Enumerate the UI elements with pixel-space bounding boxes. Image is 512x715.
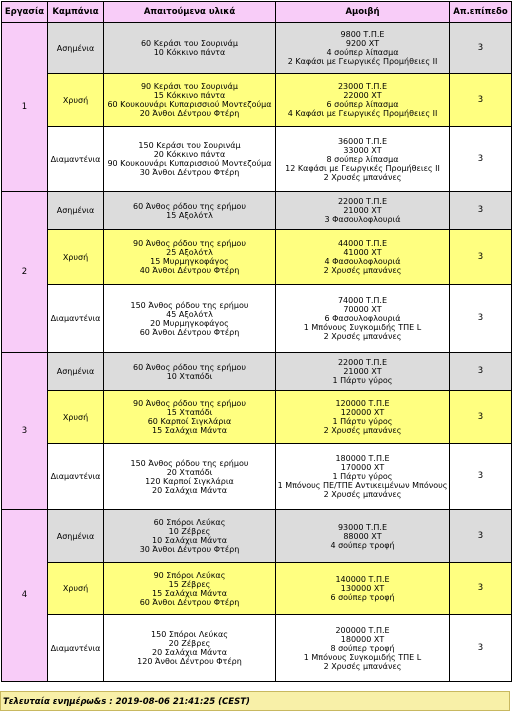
- table-row: [2, 353, 512, 391]
- reward-line: 6 σούπερ τροφή: [330, 593, 395, 602]
- material-line: 60 Κουκουνάρι Κυπαρισσιού Μοντεζούμα: [107, 100, 272, 109]
- reward-cell: [276, 192, 450, 230]
- material-line: 120 Καρποί Σιγκλάρια: [145, 476, 234, 486]
- reward-line: 36000 Τ.Π.Ε: [337, 136, 388, 146]
- reward-line: 180000 ΧΤ: [340, 634, 385, 644]
- materials-cell: [104, 510, 276, 563]
- material-line: 20 Ζέβρες: [168, 639, 211, 648]
- reward-line: 93000 Τ.Π.Ε: [337, 522, 388, 532]
- reward-line: 6 σούπερ λίπασμα: [326, 100, 399, 109]
- campaign-name: Χρυσή: [48, 74, 104, 127]
- table-row: [2, 74, 512, 127]
- reward-line: 1 Πάρτυ γύρος: [332, 376, 393, 385]
- reward-line: 44000 Τ.Π.Ε: [337, 239, 388, 248]
- campaign-name: Διαμαντένια: [48, 444, 104, 510]
- reward-line: 41000 ΧΤ: [343, 248, 382, 257]
- table-row: [2, 615, 512, 682]
- required-level: 3: [450, 23, 512, 74]
- reward-line: 180000 Τ.Π.Ε: [335, 454, 390, 463]
- header-task: Εργασία: [2, 2, 48, 23]
- reward-cell: [276, 353, 450, 391]
- material-line: 90 Κεράσι του Σουρινάμ: [140, 82, 239, 91]
- required-level: 3: [450, 510, 512, 563]
- reward-cell: [276, 127, 450, 192]
- material-line: 10 Χταπόδι: [166, 371, 213, 381]
- table-row: [2, 192, 512, 230]
- reward-line: 2 Χρυσές μπανάνες: [323, 490, 402, 499]
- table-body: [2, 23, 512, 682]
- reward-line: 1 Πάρτυ γύρος: [332, 417, 393, 426]
- reward-line: 4 Καφάσι με Γεωργικές Προμήθειες II: [287, 109, 438, 118]
- material-line: 120 Άνθοι Δέντρου Φτέρη: [137, 657, 242, 666]
- reward-cell: [276, 230, 450, 285]
- materials-cell: [104, 23, 276, 74]
- reward-line: 12 Καφάσι με Γεωργικές Προμήθειες II: [285, 163, 440, 173]
- reward-line: 8 σούπερ λίπασμα: [326, 154, 399, 164]
- reward-cell: [276, 391, 450, 444]
- header-level: Απ.επίπεδο: [450, 2, 512, 23]
- reward-line: 2 Χρυσές μπανάνες: [323, 332, 402, 341]
- reward-line: 22000 Τ.Π.Ε: [337, 358, 388, 367]
- reward-line: 120000 Τ.Π.Ε: [335, 399, 390, 408]
- material-line: 15 Σαλάχια Μάντα: [152, 426, 227, 435]
- table-row: [2, 510, 512, 563]
- required-level: 3: [450, 563, 512, 615]
- table-row: [2, 230, 512, 285]
- required-level: 3: [450, 127, 512, 192]
- material-line: 60 Άνθοι Δέντρου Φτέρη: [139, 327, 240, 337]
- material-line: 60 Άνθοι Δέντρου Φτέρη: [139, 597, 240, 607]
- table-row: [2, 127, 512, 192]
- reward-line: 130000 ΧΤ: [340, 584, 385, 593]
- reward-cell: [276, 563, 450, 615]
- table-header-row: [2, 2, 512, 23]
- required-level: 3: [450, 391, 512, 444]
- task-number: 1: [2, 23, 48, 192]
- material-line: 60 Καρποί Σιγκλάρια: [147, 417, 232, 426]
- reward-line: 21000 ΧΤ: [343, 206, 382, 215]
- materials-cell: [104, 230, 276, 285]
- campaign-name: Ασημένια: [48, 192, 104, 230]
- campaign-name: Χρυσή: [48, 563, 104, 615]
- required-level: 3: [450, 353, 512, 391]
- reward-line: 74000 Τ.Π.Ε: [337, 296, 388, 305]
- reward-line: 3 Φασουλοφλουριά: [324, 215, 401, 224]
- material-line: 10 Ζέβρες: [168, 527, 211, 536]
- campaign-name: Διαμαντένια: [48, 285, 104, 353]
- materials-cell: [104, 353, 276, 391]
- reward-line: 1 Μπόνους Συγκομιδής ΤΠΕ L: [303, 652, 422, 662]
- reward-line: 9800 Τ.Π.Ε: [340, 30, 385, 39]
- material-line: 10 Κόκκινο πάντα: [153, 48, 226, 57]
- material-line: 10 Σαλάχια Μάντα: [152, 536, 227, 545]
- reward-cell: [276, 444, 450, 510]
- reward-cell: [276, 615, 450, 682]
- material-line: 30 Άνθοι Δέντρου Φτέρη: [139, 168, 240, 177]
- material-line: 20 Σαλάχια Μάντα: [152, 648, 227, 657]
- campaign-name: Ασημένια: [48, 510, 104, 563]
- reward-line: 2 Χρυσές μπανάνες: [323, 172, 402, 182]
- reward-line: 21000 ΧΤ: [343, 367, 382, 376]
- required-level: 3: [450, 444, 512, 510]
- reward-line: 8 σούπερ τροφή: [330, 643, 395, 653]
- reward-line: 6 Φασουλοφλουριά: [324, 314, 401, 323]
- materials-cell: [104, 74, 276, 127]
- header-campaign: Καμπάνια: [48, 2, 104, 23]
- required-level: 3: [450, 192, 512, 230]
- reward-line: 4 Φασουλοφλουριά: [324, 257, 401, 266]
- material-line: 20 Άνθοι Δέντρου Φτέρη: [139, 109, 240, 118]
- material-line: 40 Άνθοι Δέντρου Φτέρη: [139, 266, 240, 275]
- campaign-table: [1, 1, 512, 682]
- reward-line: 1 Μπόνους ΠΕ/ΤΠΕ Αντικειμένων Μπόνους: [277, 481, 448, 490]
- material-line: 20 Μυρμηγκοφάγος: [150, 318, 229, 328]
- material-line: 150 Κεράσι του Σουρινάμ: [138, 141, 241, 150]
- materials-cell: [104, 563, 276, 615]
- header-reward: Αμοιβή: [276, 2, 450, 23]
- required-level: 3: [450, 615, 512, 682]
- required-level: 3: [450, 230, 512, 285]
- campaign-name: Χρυσή: [48, 230, 104, 285]
- campaign-name: Χρυσή: [48, 391, 104, 444]
- material-line: 15 Χταπόδι: [166, 408, 213, 417]
- reward-line: 140000 Τ.Π.Ε: [335, 575, 390, 584]
- materials-cell: [104, 615, 276, 682]
- materials-cell: [104, 192, 276, 230]
- materials-cell: [104, 285, 276, 353]
- material-line: 15 Μυρμηγκοφάγος: [150, 257, 229, 266]
- table-row: [2, 23, 512, 74]
- reward-line: 2 Χρυσές μπανάνες: [323, 426, 402, 435]
- table-row: [2, 563, 512, 615]
- reward-line: 9200 ΧΤ: [345, 39, 380, 48]
- material-line: 30 Άνθοι Δέντρου Φτέρη: [139, 545, 240, 554]
- materials-cell: [104, 391, 276, 444]
- required-level: 3: [450, 74, 512, 127]
- reward-line: 33000 ΧΤ: [343, 145, 382, 155]
- material-line: 150 Άνθος ρόδου της ερήμου: [130, 458, 249, 468]
- reward-line: 1 Μπόνους Συγκομιδής ΤΠΕ L: [303, 323, 422, 332]
- table-row: [2, 444, 512, 510]
- material-line: 90 Σπόροι Λεύκας: [153, 570, 226, 580]
- material-line: 90 Άνθος ρόδου της ερήμου: [133, 399, 246, 408]
- material-line: 15 Κόκκινο πάντα: [153, 91, 226, 100]
- material-line: 20 Κόκκινο πάντα: [153, 150, 226, 159]
- reward-line: 2 Καφάσι με Γεωργικές Προμήθειες II: [287, 57, 438, 66]
- reward-line: 200000 Τ.Π.Ε: [335, 625, 390, 635]
- material-line: 60 Κεράσι του Σουρινάμ: [140, 39, 239, 48]
- reward-cell: [276, 510, 450, 563]
- reward-cell: [276, 23, 450, 74]
- campaign-name: Διαμαντένια: [48, 127, 104, 192]
- task-number: 3: [2, 353, 48, 510]
- reward-line: 170000 ΧΤ: [340, 463, 385, 472]
- material-line: 25 Αξολότλ: [166, 248, 213, 257]
- material-line: 60 Σπόροι Λεύκας: [153, 518, 226, 527]
- reward-cell: [276, 74, 450, 127]
- reward-line: 22000 ΧΤ: [343, 91, 382, 100]
- material-line: 15 Αξολότλ: [166, 210, 213, 220]
- task-number: 4: [2, 510, 48, 682]
- material-line: 150 Σπόροι Λεύκας: [151, 630, 228, 639]
- reward-line: 4 σούπερ λίπασμα: [326, 48, 399, 57]
- reward-line: 23000 Τ.Π.Ε: [337, 82, 388, 91]
- reward-line: 22000 Τ.Π.Ε: [337, 197, 388, 206]
- table-row: [2, 285, 512, 353]
- reward-line: 70000 ΧΤ: [343, 305, 382, 314]
- material-line: 150 Άνθος ρόδου της ερήμου: [130, 300, 249, 310]
- reward-cell: [276, 285, 450, 353]
- reward-line: 1 Πάρτυ γύρος: [332, 472, 393, 481]
- campaign-name: Ασημένια: [48, 353, 104, 391]
- materials-cell: [104, 444, 276, 510]
- table-row: [2, 391, 512, 444]
- header-materials: Απαιτούμενα υλικά: [104, 2, 276, 23]
- campaign-name: Ασημένια: [48, 23, 104, 74]
- material-line: 60 Άνθος ρόδου της ερήμου: [133, 201, 246, 211]
- material-line: 20 Χταπόδι: [166, 467, 213, 477]
- material-line: 45 Αξολότλ: [166, 309, 213, 319]
- material-line: 15 Ζέβρες: [168, 579, 211, 589]
- reward-line: 88000 ΧΤ: [343, 531, 382, 541]
- material-line: 60 Άνθος ρόδου της ερήμου: [133, 362, 246, 372]
- reward-line: 120000 ΧΤ: [340, 408, 385, 417]
- materials-cell: [104, 127, 276, 192]
- reward-line: 2 Χρυσές μπανάνες: [323, 661, 402, 671]
- required-level: 3: [450, 285, 512, 353]
- campaign-name: Διαμαντένια: [48, 615, 104, 682]
- material-line: 90 Κουκουνάρι Κυπαρισσιού Μοντεζούμα: [107, 159, 272, 168]
- task-number: 2: [2, 192, 48, 353]
- reward-line: 2 Χρυσές μπανάνες: [323, 266, 402, 275]
- material-line: 15 Σαλάχια Μάντα: [152, 588, 227, 598]
- reward-line: 4 σούπερ τροφή: [330, 540, 395, 550]
- material-line: 90 Άνθος ρόδου της ερήμου: [133, 239, 246, 248]
- material-line: 20 Σαλάχια Μάντα: [152, 485, 227, 495]
- last-updated-footer: Τελευταία ενημέρω&s : 2019-08-06 21:41:25 (CEST): [0, 691, 510, 711]
